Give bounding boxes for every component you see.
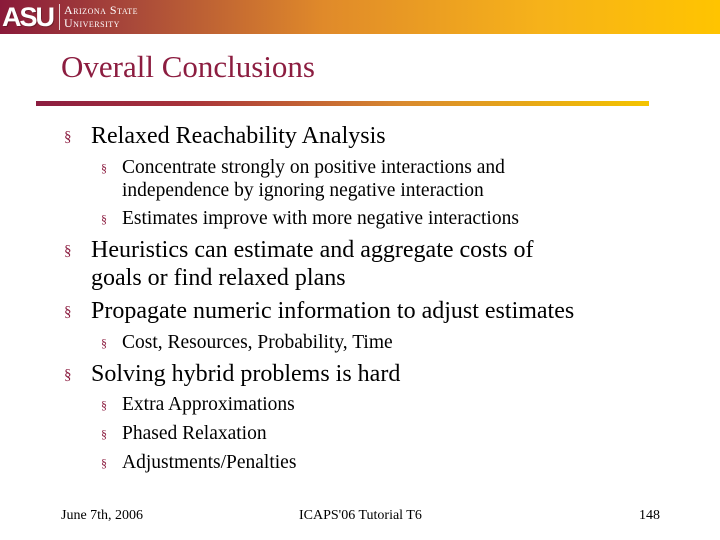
bullet-text: Cost, Resources, Probability, Time xyxy=(122,332,393,353)
logo-abbreviation: ASU xyxy=(2,2,54,32)
logo-line-1: Arizona State xyxy=(64,3,138,17)
bullet-text-line: independence by ignoring negative interaction xyxy=(122,180,484,201)
bullet-marker: § xyxy=(101,398,107,412)
bullet-text: Estimates improve with more negative interactions xyxy=(122,208,519,229)
bullet-text: Solving hybrid problems is hard xyxy=(91,361,401,387)
bullet-marker: § xyxy=(64,129,72,145)
sub-bullet-item xyxy=(101,422,267,445)
bullet-marker: § xyxy=(64,367,72,383)
bullet-marker: § xyxy=(101,336,107,350)
footer-date: June 7th, 2006 xyxy=(61,508,144,523)
bullet-marker: § xyxy=(101,212,107,226)
bullet-text: Phased Relaxation xyxy=(122,423,267,444)
footer-page-number: 148 xyxy=(639,508,660,523)
footer-event: ICAPS'06 Tutorial T6 xyxy=(299,508,422,523)
bullet-item xyxy=(64,122,386,150)
bullet-marker: § xyxy=(101,161,107,175)
bullet-marker: § xyxy=(64,304,72,320)
sub-bullet-item xyxy=(101,451,297,474)
bullet-text-line: Concentrate strongly on positive interactions and xyxy=(122,157,505,178)
bullet-text-line: Heuristics can estimate and aggregate costs of xyxy=(91,237,534,263)
bullet-marker: § xyxy=(101,456,107,470)
bullet-text: Propagate numeric information to adjust estimates xyxy=(91,298,575,324)
sub-bullet-item xyxy=(101,393,295,416)
bullet-item xyxy=(64,297,575,325)
bullet-marker: § xyxy=(101,427,107,441)
bullet-text: Adjustments/Penalties xyxy=(122,452,297,473)
bullet-marker: § xyxy=(64,243,72,259)
sub-bullet-item xyxy=(101,331,393,354)
bullet-item xyxy=(64,236,534,292)
bullet-item xyxy=(64,360,401,388)
sub-bullet-item xyxy=(101,207,519,230)
bullet-text: Relaxed Reachability Analysis xyxy=(91,123,386,149)
logo-line-2: University xyxy=(64,16,120,30)
slide-title: Overall Conclusions xyxy=(61,49,315,84)
bullet-text-line: goals or find relaxed plans xyxy=(91,265,346,291)
bullet-text: Extra Approximations xyxy=(122,394,295,415)
sub-bullet-item xyxy=(101,156,505,202)
